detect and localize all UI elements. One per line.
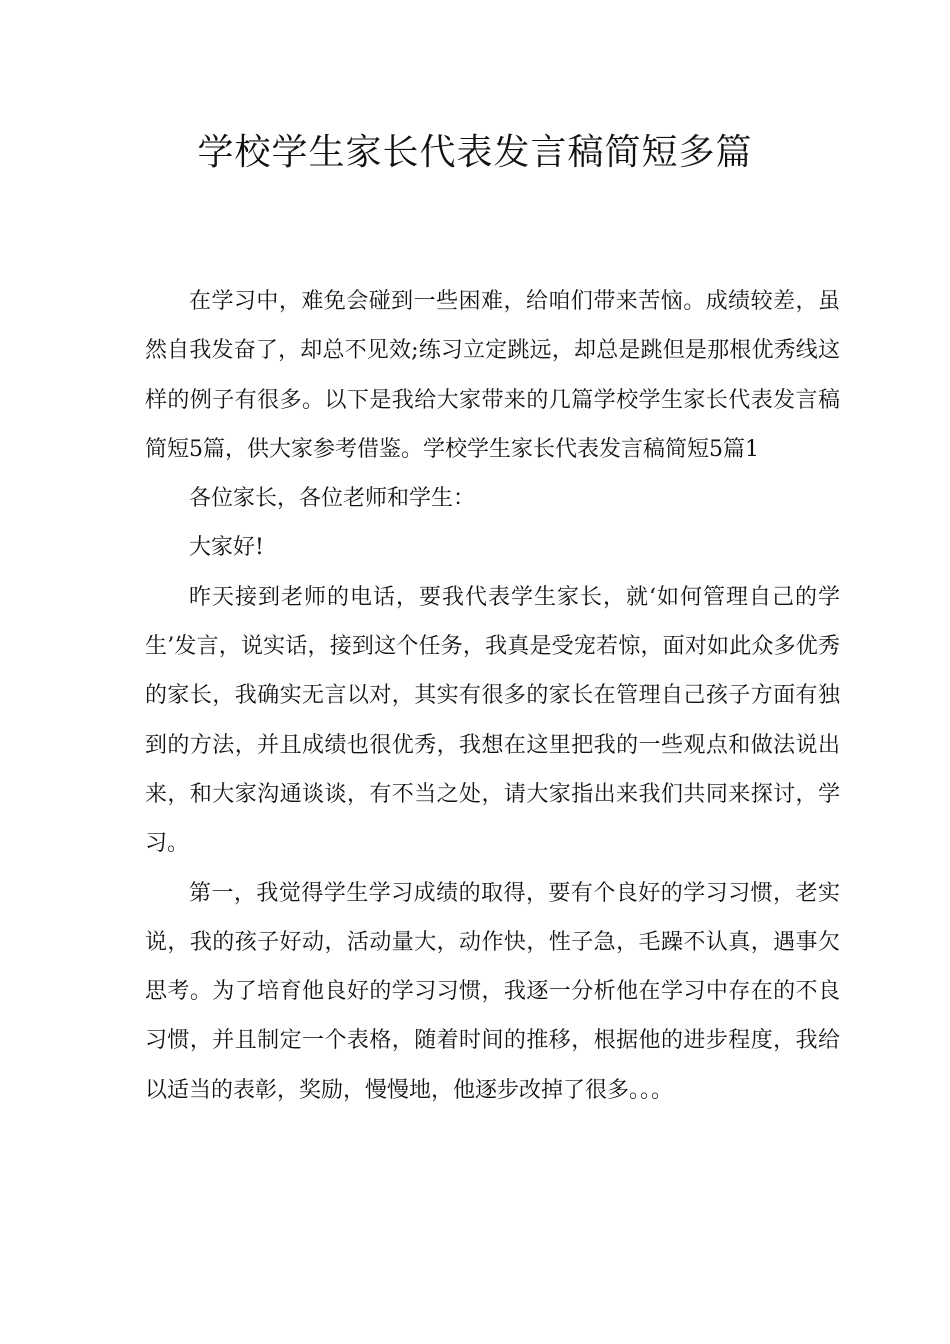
intro-paragraph: 在学习中，难免会碰到一些困难，给咱们带来苦恼。成绩较差，虽然自我发奋了，却总不见效;练习立定跳远，却总是跳但是那根优秀线这样的例子有很多。以下是我给大家带来的几篇学校学生家长代表发言稿简短5篇，供大家参考借鉴。学校学生家长代表发言稿简短5篇1 [145,289,840,462]
speech-paragraph-1: 昨天接到老师的电话，要我代表学生家长，就‘如何管理自己的学生’发言，说实话，接到这个任务，我真是受宠若惊，面对如此众多优秀的家长，我确实无言以对，其实有很多的家长在管理自己孩子方面有独到的方法，并且成绩也很优秀，我想在这里把我的一些观点和做法说出来，和大家沟通谈谈，有不当之处，请大家指出来我们共同来探讨，学习。 [145,584,840,857]
greeting-paragraph: 大家好! [189,535,264,561]
document-title: 学校学生家长代表发言稿简短多篇 [197,132,753,173]
salutation-paragraph: 各位家长，各位老师和学生： [189,486,476,512]
document-body [145,277,840,1115]
speech-paragraph-2: 第一，我觉得学生学习成绩的取得，要有个良好的学习习惯，老实说，我的孩子好动，活动量大，动作快，性子急，毛躁不认真，遇事欠思考。为了培育他良好的学习习惯，我逐一分析他在学习中存在的不良习惯，并且制定一个表格，随着时间的推移，根据他的进步程度，我给以适当的表彰，奖励，慢慢地，他逐步改掉了很多。。。 [145,880,840,1103]
